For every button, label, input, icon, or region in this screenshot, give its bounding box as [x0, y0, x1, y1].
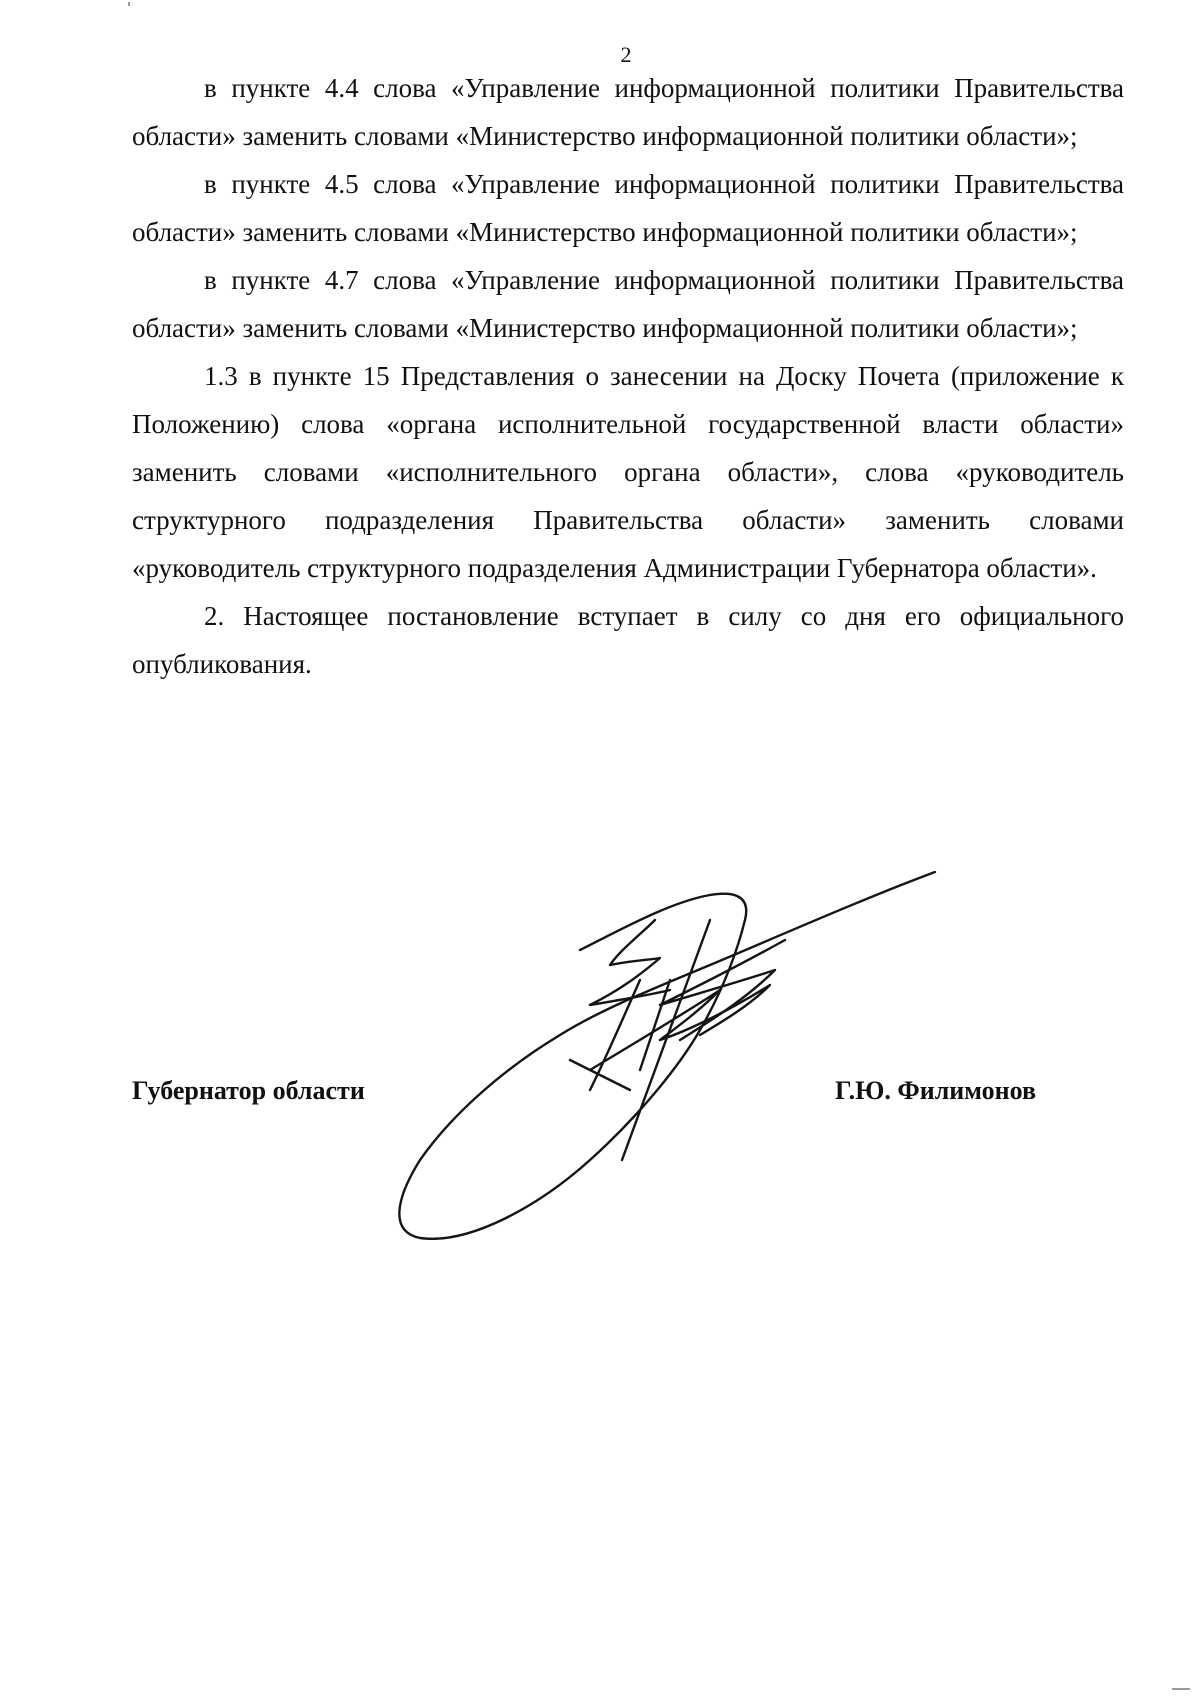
- page-number: 2: [620, 42, 632, 67]
- paragraph-clause-1-3: 1.3 в пункте 15 Представления о занесении на Доску Почета (приложение к Положению) слова «органа исполнительной государственной власти области» заменить словами «исполнительного органа области», слова «руководитель структурного подразделения Правительства области» заменить словами «руководитель структурного подразделения Администрации Губернатора области».: [132, 361, 1124, 583]
- paragraph-clause-4-7: в пункте 4.7 слова «Управление информационной политики Правительства области» заменить словами «Министерство информационной политики области»;: [132, 265, 1124, 343]
- paragraph-clause-4-5: в пункте 4.5 слова «Управление информационной политики Правительства области» заменить словами «Министерство информационной политики области»;: [132, 169, 1124, 247]
- document-body: [132, 64, 1124, 688]
- scan-dot: [1172, 1688, 1190, 1690]
- signatory-name: Г.Ю. Филимонов: [835, 1076, 1037, 1105]
- signatory-position: Губернатор области: [132, 1076, 365, 1105]
- scan-dot: [128, 2, 130, 6]
- paragraph-clause-4-4: в пункте 4.4 слова «Управление информационной политики Правительства области» заменить словами «Министерство информационной политики области»;: [132, 73, 1124, 151]
- handwritten-signature: [390, 860, 950, 1240]
- paragraph-effective-date: 2. Настоящее постановление вступает в силу со дня его официального опубликования.: [132, 601, 1124, 679]
